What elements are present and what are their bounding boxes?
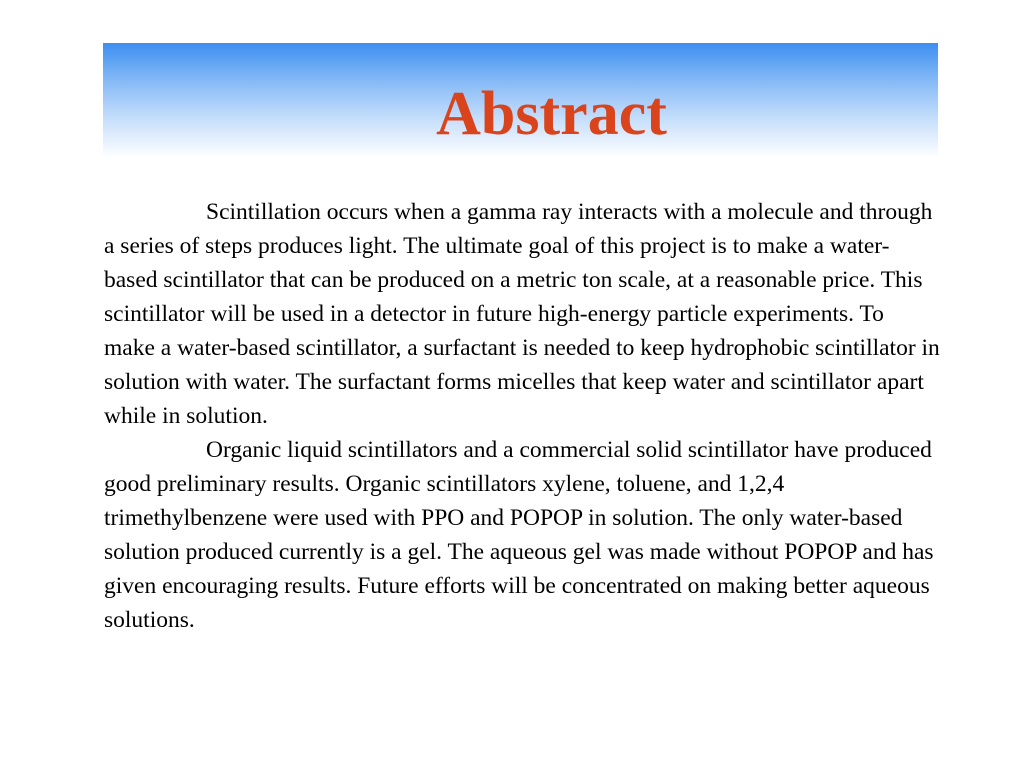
abstract-paragraph-2: Organic liquid scintillators and a commercial solid scintillator have produced good preliminary results. Organic scintillators xylene, toluene, and 1,2,4 trimethylbenzene were used with PPO and POPOP in solution. The only water-based solution produced currently is a gel. The aqueous gel was made without POPOP and has given encouraging results. Future efforts will be concentrated on making better aqueous solutions. (104, 437, 934, 633)
abstract-paragraph-1: Scintillation occurs when a gamma ray interacts with a molecule and through a series of steps produces light. The ultimate goal of this project is to make a water-based scintillator that can be produced on a metric ton scale, at a reasonable price. This scintillator will be used in a detector in future high-energy particle experiments. To make a water-based scintillator, a surfactant is needed to keep hydrophobic scintillator in solution with water. The surfactant forms micelles that keep water and scintillator apart while in solution. (104, 199, 940, 429)
title-banner (103, 43, 938, 158)
abstract-body (104, 195, 940, 637)
slide-title: Abstract (436, 80, 667, 148)
